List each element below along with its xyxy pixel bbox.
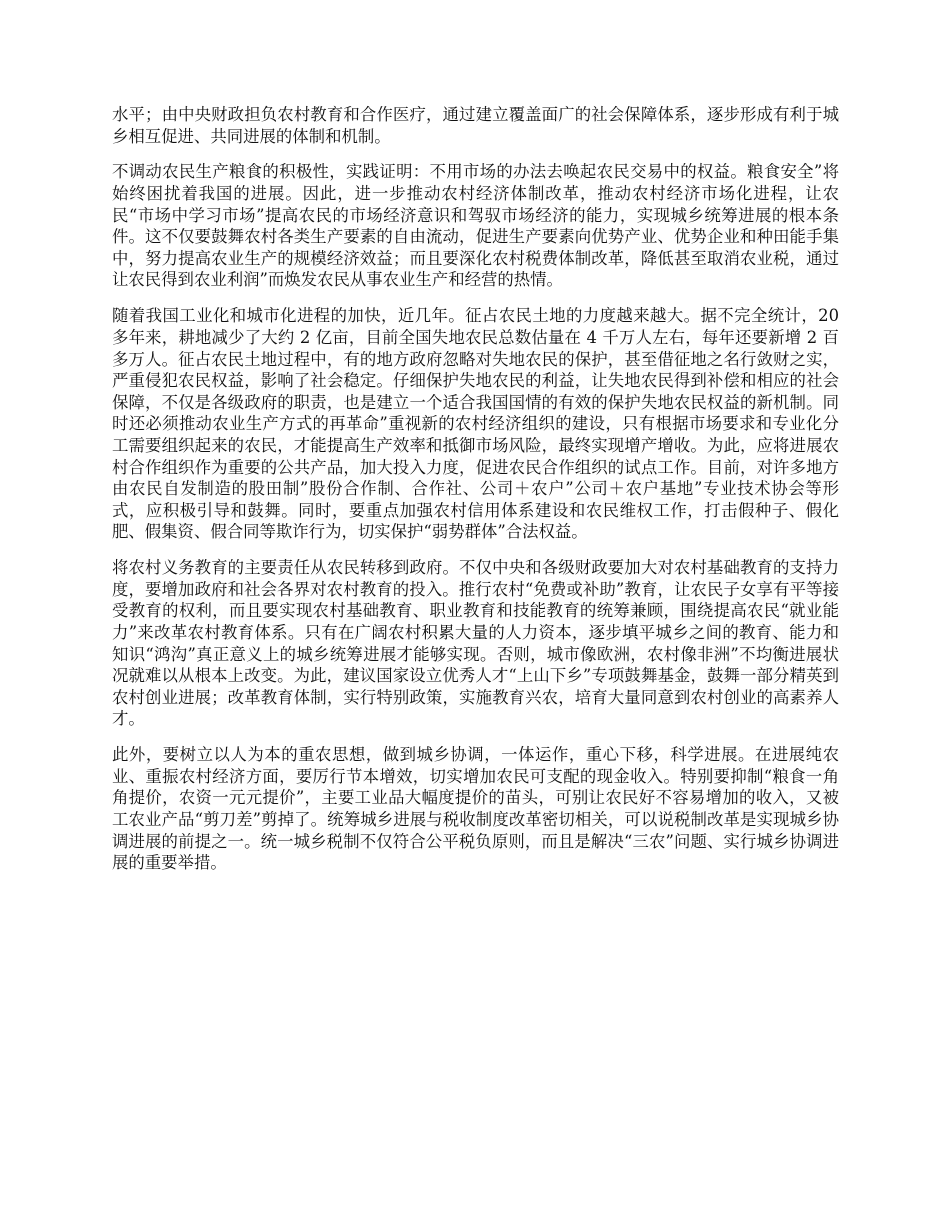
paragraph-1: 水平；由中央财政担负农村教育和合作医疗，通过建立覆盖面广的社会保障体系，逐步形成有利于城乡相互促进、共同进展的体制和机制。: [112, 105, 839, 146]
paragraph-2: 不调动农民生产粮食的积极性，实践证明：不用市场的办法去唤起农民交易中的权益。粮食安全”将始终困扰着我国的进展。因此，进一步推动农村经济体制改革，推动农村经济市场化进程，让农民“市场中学习市场”提高农民的市场经济意识和驾驭市场经济的能力，实现城乡统筹进展的根本条件。这不仅要鼓舞农村各类生产要素的自由流动，促进生产要素向优势产业、优势企业和种田能手集中，努力提高农业生产的规模经济效益；而且要深化农村税费体制改革，降低甚至取消农业税，通过让农民得到农业利润”而焕发农民从事农业生产和经营的热情。: [112, 162, 839, 290]
document-body: [112, 104, 839, 888]
paragraph-5: 此外，要树立以人为本的重农思想，做到城乡协调，一体运作，重心下移，科学进展。在进展纯农业、重振农村经济方面，要厉行节本增效，切实增加农民可支配的现金收入。特别要抑制“粮食一角角提价，农资一元元提价”，主要工业品大幅度提价的苗头，可别让农民好不容易增加的收入，又被工农业产品“剪刀差”剪掉了。统筹城乡进展与税收制度改革密切相关，可以说税制改革是实现城乡协调进展的前提之一。统一城乡税制不仅符合公平税负原则，而且是解决“三农”问题、实行城乡协调进展的重要举措。: [112, 745, 839, 873]
paragraph-4: 将农村义务教育的主要责任从农民转移到政府。不仅中央和各级财政要加大对农村基础教育的支持力度，要增加政府和社会各界对农村教育的投入。推行农村“免费或补助”教育，让农民子女享有平等接受教育的权利，而且要实现农村基础教育、职业教育和技能教育的统筹兼顾，围绕提高农民“就业能力”来改革农村教育体系。只有在广阔农村积累大量的人力资本，逐步填平城乡之间的教育、能力和知识“鸿沟”真正意义上的城乡统筹进展才能够实现。否则，城市像欧洲，农村像非洲”不均衡进展状况就难以从根本上改变。为此，建议国家设立优秀人才“上山下乡”专项鼓舞基金，鼓舞一部分精英到农村创业进展；改革教育体制，实行特别政策，实施教育兴农，培育大量同意到农村创业的高素养人才。: [112, 558, 839, 729]
paragraph-3: 随着我国工业化和城市化进程的加快，近几年。征占农民土地的力度越来越大。据不完全统计，20 多年来，耕地减少了大约 2 亿亩，目前全国失地农民总数估量在 4 千万人左右，每年还要新增 2 百多万人。征占农民土地过程中，有的地方政府忽略对失地农民的保护，甚至借征地之名行敛财之实，严重侵犯农民权益，影响了社会稳定。仔细保护失地农民的利益，让失地农民得到补偿和相应的社会保障，不仅是各级政府的职责，也是建立一个适合我国国情的有效的保护失地农民权益的新机制。同时还必须推动农业生产方式的再革命”重视新的农村经济组织的建设，只有根据市场要求和专业化分工需要组织起来的农民，才能提高生产效率和抵御市场风险，最终实现增产增收。为此，应将进展农村合作组织作为重要的公共产品，加大投入力度，促进农民合作组织的试点工作。目前，对许多地方由农民自发制造的股田制”股份合作制、合作社、公司＋农户”公司＋农户基地”专业技术协会等形式，应积极引导和鼓舞。同时，要重点加强农村信用体系建设和农民维权工作，打击假种子、假化肥、假集资、假合同等欺诈行为，切实保护“弱势群体”合法权益。: [112, 306, 839, 542]
